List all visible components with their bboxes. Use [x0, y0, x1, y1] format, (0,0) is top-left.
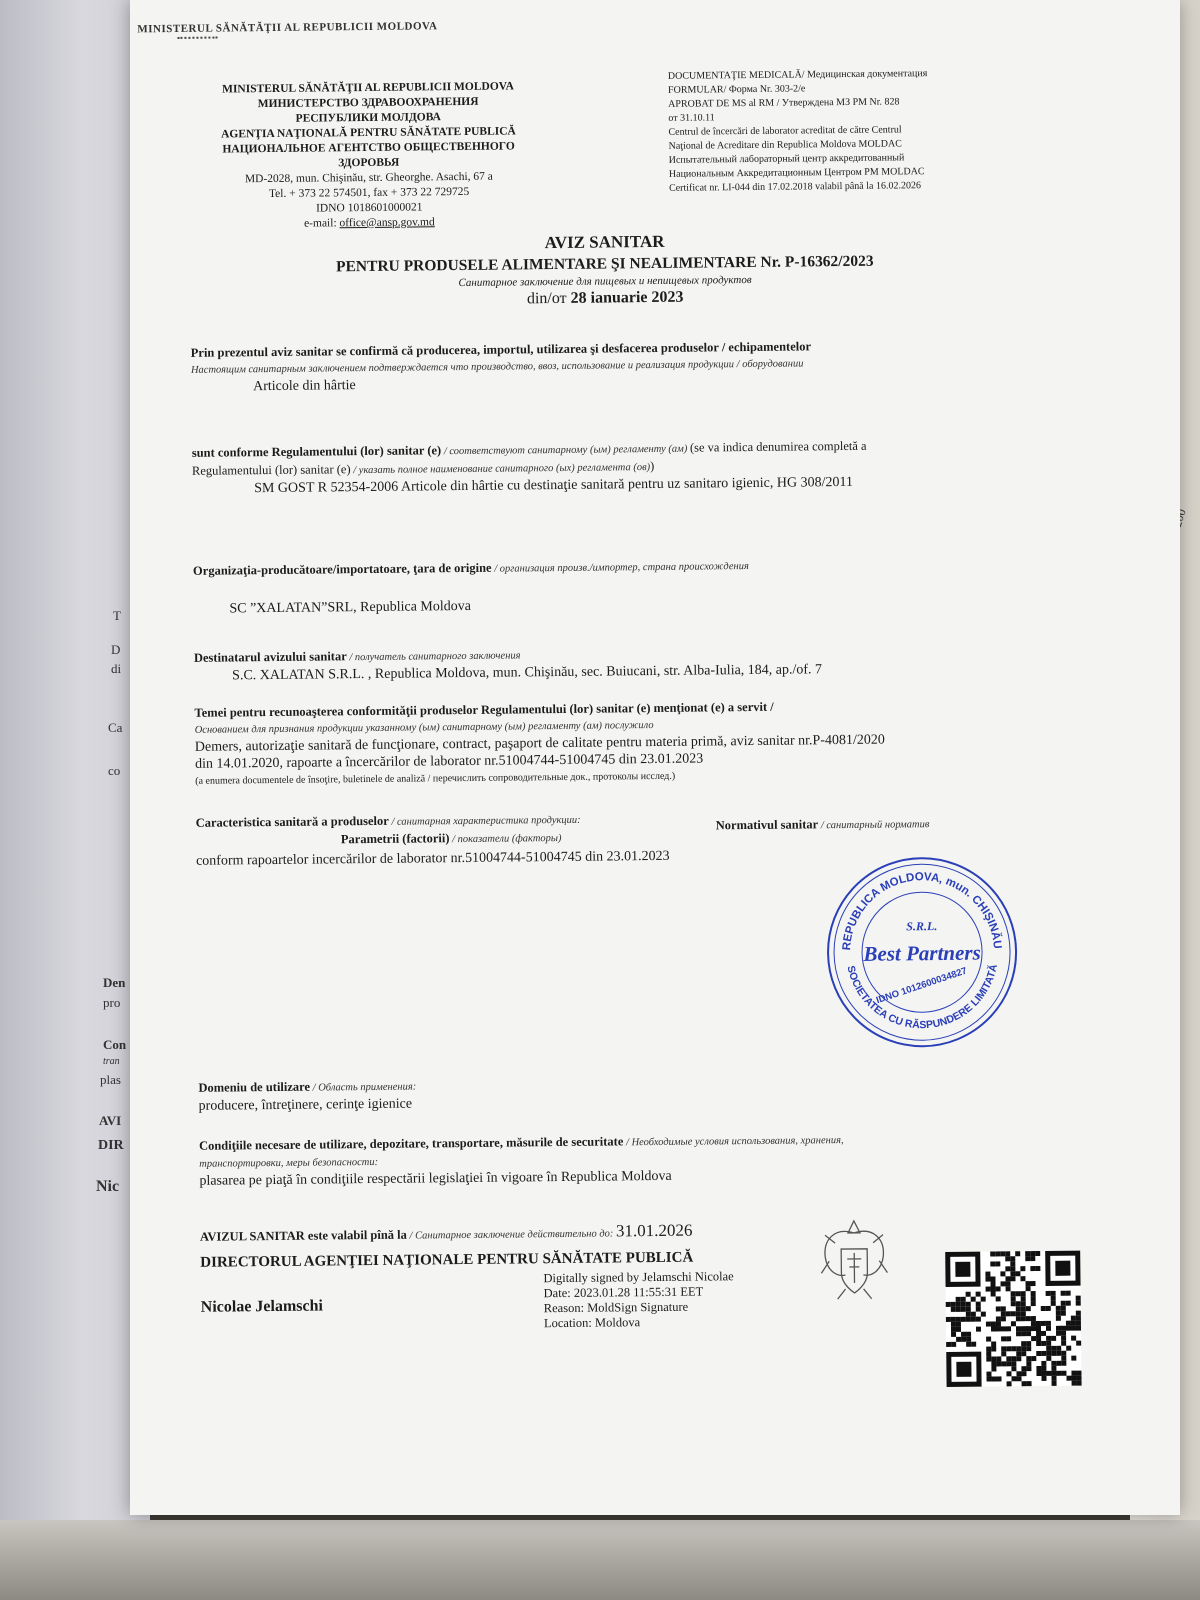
qr-module: [1020, 1266, 1025, 1271]
basis-value-2: din 14.01.2020, rapoarte a încercărilor de laborator nr.51004744-51004745 din 23.01.2023: [194, 751, 704, 772]
email-link[interactable]: office@ansp.gov.md: [339, 216, 435, 230]
qr-module: [996, 1286, 1001, 1291]
qr-module: [1026, 1346, 1031, 1351]
issuer-line: MINISTERUL SĂNĂTĂŢII AL REPUBLICII MOLDOVA: [221, 80, 514, 96]
document-content: [122, 0, 1188, 1520]
form-info-line: Centrul de încercări de laborator acreditat de către Centrul: [668, 124, 902, 138]
conform-section: [192, 436, 1073, 498]
domain-label: Domeniu de utilizare: [198, 1079, 311, 1095]
norm-russian: / санитарный норматив: [818, 819, 930, 832]
issuer-header: [193, 79, 545, 233]
issuer-line: AGENŢIA NAŢIONALĂ PENTRU SĂNĂTATE PUBLICĂ: [220, 125, 516, 141]
qr-module: [1076, 1326, 1081, 1331]
issuer-line: РЕСПУБЛИКИ МОЛДОВА: [295, 111, 441, 125]
qr-finder: [1045, 1251, 1080, 1286]
qr-module: [1031, 1301, 1036, 1306]
qr-module: [1030, 1256, 1035, 1261]
qr-module: [981, 1297, 986, 1302]
valid-russian: / Санитарное заключение действительно до:: [406, 1228, 617, 1242]
dest-russian: / получатель санитарного заключения: [346, 650, 521, 664]
director-title: DIRECTORUL AGENŢIEI NAŢIONALE PENTRU SĂNĂTATE PUBLICĂ: [200, 1249, 694, 1271]
date-prefix: din/от: [526, 289, 571, 308]
regulation-value: SM GOST R 52354-2006 Articole din hârtie cu destinaţie sanitară pentru uz sanitaro igienic, HG 308/2011: [254, 474, 853, 497]
conform-label: sunt conforme Regulamentului (lor) sanitar (e): [191, 443, 442, 460]
recipient-section: [194, 641, 1074, 685]
qr-module: [1052, 1381, 1057, 1386]
qr-module: [1031, 1281, 1036, 1286]
qr-finder-center: [956, 1362, 971, 1377]
cond-russian-2: транспортировки, меры безопасности:: [199, 1156, 379, 1170]
confirm-label: Prin prezentul aviz sanitar se confirmă că producerea, importul, utilizarea şi desfacerea produselor / echipamentelor: [190, 339, 812, 360]
stamp-brand: Best Partners: [863, 940, 981, 966]
basis-label: Temei pentru recunoaşterea conformităţii produselor Regulamentului (lor) sanitar (e) menţionat (e) a servit /: [194, 699, 774, 720]
conform-russian: / соответствуют санитарному (ым) регламенту (ам): [441, 443, 690, 458]
signature-line: Digitally signed by Jelamschi Nicolae: [543, 1269, 734, 1286]
issue-date: 28 ianuarie 2023: [570, 288, 684, 307]
qr-module: [1066, 1346, 1071, 1351]
qr-module: [1027, 1381, 1032, 1386]
qr-module: [1076, 1301, 1081, 1306]
qr-module: [1046, 1306, 1051, 1311]
signature-line: Date: 2023.01.28 11:55:31 EET: [543, 1284, 704, 1301]
title-number: PENTRU PRODUSELE ALIMENTARE ŞI NEALIMENTARE Nr. P-16362/2023: [335, 252, 874, 276]
norm-label: Normativul sanitar: [715, 817, 819, 833]
conform-tail: ): [650, 458, 655, 474]
qr-module: [1026, 1306, 1031, 1311]
qr-module: [976, 1327, 981, 1332]
basis-section: [194, 695, 1095, 789]
char-russian: / санитарная характеристика продукции:: [388, 814, 581, 828]
form-info-line: APROBAT DE MS al RM / Утверждена МЗ РМ Nr. 828: [668, 96, 900, 110]
qr-module: [1061, 1361, 1066, 1366]
qr-module: [1035, 1251, 1040, 1256]
cond-label: Condiţiile necesare de utilizare, depozitare, transportare, măsurile de securitate: [198, 1134, 624, 1153]
product-name: Articole din hârtie: [253, 378, 356, 395]
bg-fragment: co: [108, 763, 121, 778]
bg-fragment: Ca: [108, 720, 123, 735]
conform-russian-2: / указать полное наименование санитарного (ых) регламента (ов): [350, 462, 651, 477]
stamp-srl: S.R.L.: [906, 919, 938, 934]
form-info-line: DOCUMENTAŢIE MEDICALĂ/ Медицинская документация: [667, 68, 928, 82]
qr-module: [1046, 1326, 1051, 1331]
qr-module: [971, 1342, 976, 1347]
qr-module: [1066, 1291, 1071, 1296]
qr-finder-center: [955, 1262, 970, 1277]
issuer-idno: IDNO 1018601000021: [315, 201, 423, 215]
qr-module: [1077, 1381, 1082, 1386]
qr-module: [976, 1317, 981, 1322]
bg-fragment: di: [111, 661, 122, 676]
conform-label-2: Regulamentului (lor) sanitar (e): [191, 462, 351, 478]
confirm-russian: Настоящим санитарным заключением подтверждается что производство, ввоз, использование и реализация продукции / оборудовании: [190, 358, 804, 376]
cond-value: plasarea pe piaţă în condiţiile respectării legislaţiei în vigoare în Republica Moldova: [199, 1168, 672, 1189]
qr-module: [991, 1346, 996, 1351]
background-bottom-edge: [0, 1520, 1200, 1600]
basis-russian: Основанием для признания продукции указанному (ым) санитарному (ым) регламенту (ам) послужило: [194, 720, 654, 736]
form-info-line: Испытательный лабораторный центр аккредитованный: [668, 152, 905, 166]
organization-section: [193, 554, 1074, 618]
document-title: [275, 229, 936, 311]
param-russian: / показатели (факторы): [449, 832, 562, 846]
issuer-email-line: [194, 214, 544, 233]
form-info-line: Certificat nr. LI-044 din 17.02.2018 valabil până la 16.02.2026: [668, 180, 921, 194]
qr-module: [991, 1366, 996, 1371]
domain-russian: / Область применения:: [309, 1081, 417, 1094]
qr-module: [1031, 1356, 1036, 1361]
signature-line: Location: Moldova: [543, 1315, 641, 1331]
basis-note: (a enumera documentele de însoţire, buletinele de analiză / перечислить сопроводительные док., протоколы исслед.): [195, 770, 676, 787]
qr-module: [1026, 1366, 1031, 1371]
email-label: e-mail:: [303, 217, 340, 230]
bg-fragment: AVI: [99, 1113, 122, 1128]
dest-label: Destinatarul avizului sanitar: [193, 649, 347, 665]
bg-fragment: pro: [103, 995, 121, 1010]
company-stamp: [821, 851, 1023, 1053]
title-russian: Санитарное заключение для пищевых и непищевых продуктов: [458, 273, 752, 290]
org-label: Organizaţia-producătoare/importatoare, ţara de origine: [192, 560, 492, 578]
top-ministry-line: MINISTERUL SĂNĂTĂŢII AL REPUBLICII MOLDOVA: [137, 20, 438, 36]
form-info-line: Naţional de Acreditare din Republica Moldova MOLDAC: [668, 138, 902, 152]
qr-module: [1051, 1336, 1056, 1341]
qr-module: [1056, 1316, 1061, 1321]
issuer-line: ЗДОРОВЬЯ: [338, 156, 400, 170]
qr-module: [1007, 1381, 1012, 1386]
signature-line: Reason: MoldSign Signature: [543, 1299, 689, 1316]
qr-module: [981, 1312, 986, 1317]
qr-module: [997, 1376, 1002, 1381]
svg-text:REPUBLICA MOLDOVA, mun. CHIŞIN: [840, 870, 1003, 951]
director-name: Nicolae Jelamschi: [200, 1297, 324, 1316]
cond-russian: / Необходимые условия использования, хранения,: [623, 1135, 844, 1149]
domain-section: [198, 1071, 1078, 1115]
qr-module: [996, 1296, 1001, 1301]
form-info-line: Национальным Аккредитационным Центром РМ MOLDAC: [668, 166, 925, 180]
document-sheet: [130, 0, 1180, 1515]
dest-value: S.C. XALATAN S.R.L. , Republica Moldova, mun. Chişinău, sec. Buiucani, str. Alba-Iulia, 184, ap./of. 7: [232, 662, 823, 684]
dotted-underline: [177, 37, 217, 39]
coat-of-arms-icon: [815, 1213, 894, 1306]
qr-module: [1001, 1316, 1006, 1321]
bg-fragment: Nic: [96, 1178, 120, 1195]
qr-module: [1041, 1376, 1046, 1381]
issuer-phone: Tel. + 373 22 574501, fax + 373 22 729725: [268, 185, 470, 201]
form-info-line: FORMULAR/ Форма Nr. 303-2/e: [667, 83, 806, 96]
qr-module: [1015, 1251, 1020, 1256]
qr-module: [1006, 1336, 1011, 1341]
qr-module: [1010, 1276, 1015, 1281]
qr-module: [1016, 1356, 1021, 1361]
qr-module: [1006, 1326, 1011, 1331]
conform-note: (se va indica denumirea completă a: [689, 438, 867, 455]
char-value: conform rapoartelor incercărilor de laborator nr.51004744-51004745 din 23.01.2023: [195, 848, 670, 869]
valid-label: AVIZUL SANITAR este valabil pînă la: [199, 1227, 407, 1244]
qr-module: [1066, 1301, 1071, 1306]
bg-fragment: tran: [103, 1056, 120, 1067]
param-label: Parametrii (factorii): [340, 831, 450, 847]
stamp-top-text: REPUBLICA MOLDOVA, mun. CHIŞINĂU: [840, 871, 1004, 951]
norm-header: [716, 815, 930, 835]
title-main: AVIZ SANITAR: [544, 231, 665, 253]
qr-module: [951, 1342, 956, 1347]
qr-module: [1035, 1266, 1040, 1271]
form-info-header: [668, 66, 999, 195]
validity-section: [200, 1218, 1080, 1247]
bg-fragment: T: [113, 608, 121, 623]
form-info-line: от 31.10.11: [668, 112, 715, 124]
issuer-address: MD-2028, mun. Chişinău, str. Gheorghe. Asachi, 67 a: [244, 170, 493, 186]
issuer-line: МИНИСТЕРСТВО ЗДРАВООХРАНЕНИЯ: [257, 95, 479, 111]
qr-finder: [945, 1252, 980, 1287]
char-label: Caracteristica sanitară a produselor: [195, 813, 389, 830]
issuer-line: НАЦИОНАЛЬНОЕ АГЕНТСТВО ОБЩЕСТВЕННОГО: [222, 140, 515, 156]
stamp-idno: IDNO 1012600034827: [874, 965, 969, 1007]
qr-finder-center: [1055, 1261, 1070, 1276]
org-value: SC ˮXALATANˮSRL, Republica Moldova: [229, 598, 472, 617]
qr-module: [1021, 1371, 1026, 1376]
domain-value: producere, întreţinere, cerinţe igienice: [198, 1096, 413, 1114]
basis-value-1: Demers, autorizaţie sanitară de funcţionare, contract, paşaport de calitate pentru materia primă, aviz sanitar nr.P-4081/2020: [194, 732, 885, 755]
qr-finder: [946, 1352, 981, 1387]
org-russian: / организация произв./импортер, страна происхождения: [491, 561, 749, 575]
bg-fragment: Den: [103, 975, 126, 990]
qr-module: [1071, 1356, 1076, 1361]
valid-date: 31.01.2026: [615, 1220, 693, 1241]
bg-fragment: DIR: [98, 1138, 124, 1153]
bg-fragment: D: [111, 642, 121, 657]
digital-signature: [543, 1269, 734, 1331]
qr-module: [1061, 1311, 1066, 1316]
qr-module: [1076, 1341, 1081, 1346]
qr-code-icon[interactable]: [945, 1251, 1081, 1387]
qr-module: [995, 1261, 1000, 1266]
bg-fragment: plas: [100, 1072, 121, 1087]
stamp-bottom-text: SOCIETATEA CU RĂSPUNDERE LIMITATĂ: [844, 963, 1000, 1032]
param-header: [341, 829, 562, 849]
confirm-section: [191, 336, 1071, 396]
bg-fragment: Con: [103, 1037, 127, 1052]
conditions-section: [199, 1129, 1079, 1190]
